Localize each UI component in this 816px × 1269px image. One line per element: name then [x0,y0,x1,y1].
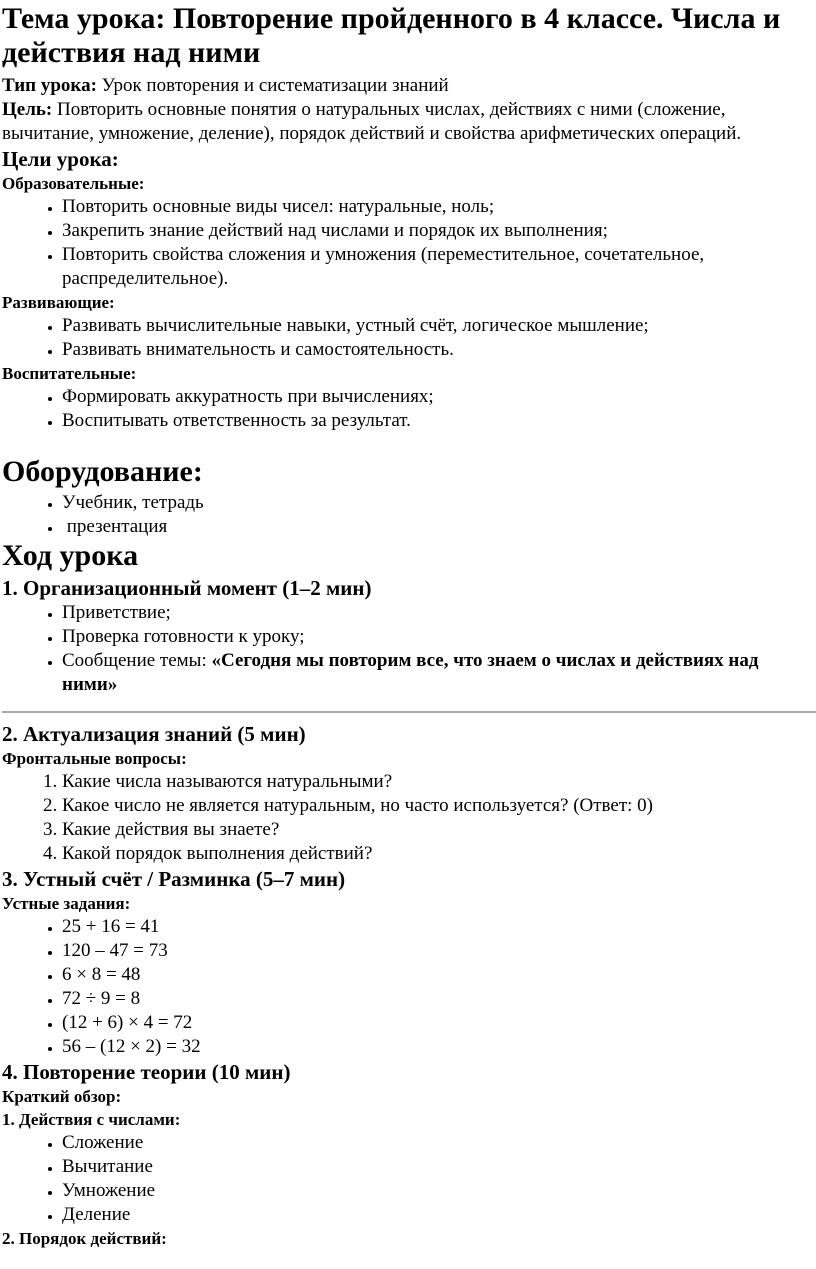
section-3-heading: 3. Устный счёт / Разминка (5–7 мин) [2,867,346,891]
topic-message-prefix: Сообщение темы: [62,650,212,671]
list-item: • Умножение [62,1179,814,1203]
list-item: • 6 × 8 = 48 [62,963,814,987]
aims-heading: Цели урока: [2,147,119,171]
list-item: 4. Какой порядок выполнения действий? [62,842,814,866]
divider [2,711,816,713]
section-1-list [2,601,814,697]
list-item: • (12 + 6) × 4 = 72 [62,1011,814,1035]
lesson-type-label: Тип урока: [2,75,97,96]
list-item: • Развивать внимательность и самостоятельность. [62,338,814,362]
section-2-heading: 2. Актуализация знаний (5 мин) [2,722,306,746]
section-4-sub-2: 2. Порядок действий: [2,1229,167,1248]
list-item: 1. Какие числа называются натуральными? [62,770,814,794]
lesson-type-value: Урок повторения и систематизации знаний [96,75,449,96]
list-item: • 120 – 47 = 73 [62,939,814,963]
section-1-heading: 1. Организационный момент (1–2 мин) [2,576,372,600]
list-item: • Формировать аккуратность при вычислениях; [62,385,814,409]
list-item: • Закрепить знание действий над числами и порядок их выполнения; [62,219,814,243]
section-4-list [2,1131,814,1227]
equipment-heading: Оборудование: [2,455,203,488]
section-4-sub: Краткий обзор: [2,1087,122,1106]
dev-heading: Развивающие: [2,293,115,312]
list-item: • Деление [62,1203,814,1227]
section-2-sub: Фронтальные вопросы: [2,749,187,768]
list-item: • Вычитание [62,1155,814,1179]
list-item: • 72 ÷ 9 = 8 [62,987,814,1011]
list-item: • Приветствие; [62,601,814,625]
lesson-goal [2,98,814,146]
section-4-sub-1: 1. Действия с числами: [2,1110,181,1129]
section-3-sub: Устные задания: [2,894,131,913]
course-heading: Ход урока [2,539,139,572]
list-item: • презентация [62,515,814,539]
upb-list [2,385,814,433]
list-item [62,649,814,697]
list-item: • 56 – (12 × 2) = 32 [62,1035,814,1059]
section-3-list [2,915,814,1059]
list-item: • 25 + 16 = 41 [62,915,814,939]
dev-list [2,314,814,362]
list-item: • Повторить основные виды чисел: натуральные, ноль; [62,195,814,219]
list-item: • Развивать вычислительные навыки, устный счёт, логическое мышление; [62,314,814,338]
equipment-list [2,491,814,539]
section-2-list [2,770,814,866]
edu-list [2,195,814,291]
lesson-title: Тема урока: Повторение пройденного в 4 классе. Числа и действия над ними [2,2,781,69]
list-item: • Повторить свойства сложения и умножения (переместительное, сочетательное, распределительное). [62,243,814,291]
lesson-goal-label: Цель: [2,99,53,120]
list-item: 3. Какие действия вы знаете? [62,818,814,842]
lesson-type [2,74,814,98]
section-4-heading: 4. Повторение теории (10 мин) [2,1060,291,1084]
list-item: • Сложение [62,1131,814,1155]
edu-heading: Образовательные: [2,174,145,193]
list-item: • Проверка готовности к уроку; [62,625,814,649]
list-item: 2. Какое число не является натуральным, но часто используется? (Ответ: 0) [62,794,814,818]
upb-heading: Воспитательные: [2,364,137,383]
lesson-goal-value: Повторить основные понятия о натуральных числах, действиях с ними (сложение, вычитание, умножение, деление), порядок действий и свойства арифметических операций. [2,99,742,144]
list-item: • Воспитывать ответственность за результат. [62,409,814,433]
topic-message: «Сегодня мы повторим все, что знаем о числах и действиях над ними» [62,650,759,695]
list-item: • Учебник, тетрадь [62,491,814,515]
